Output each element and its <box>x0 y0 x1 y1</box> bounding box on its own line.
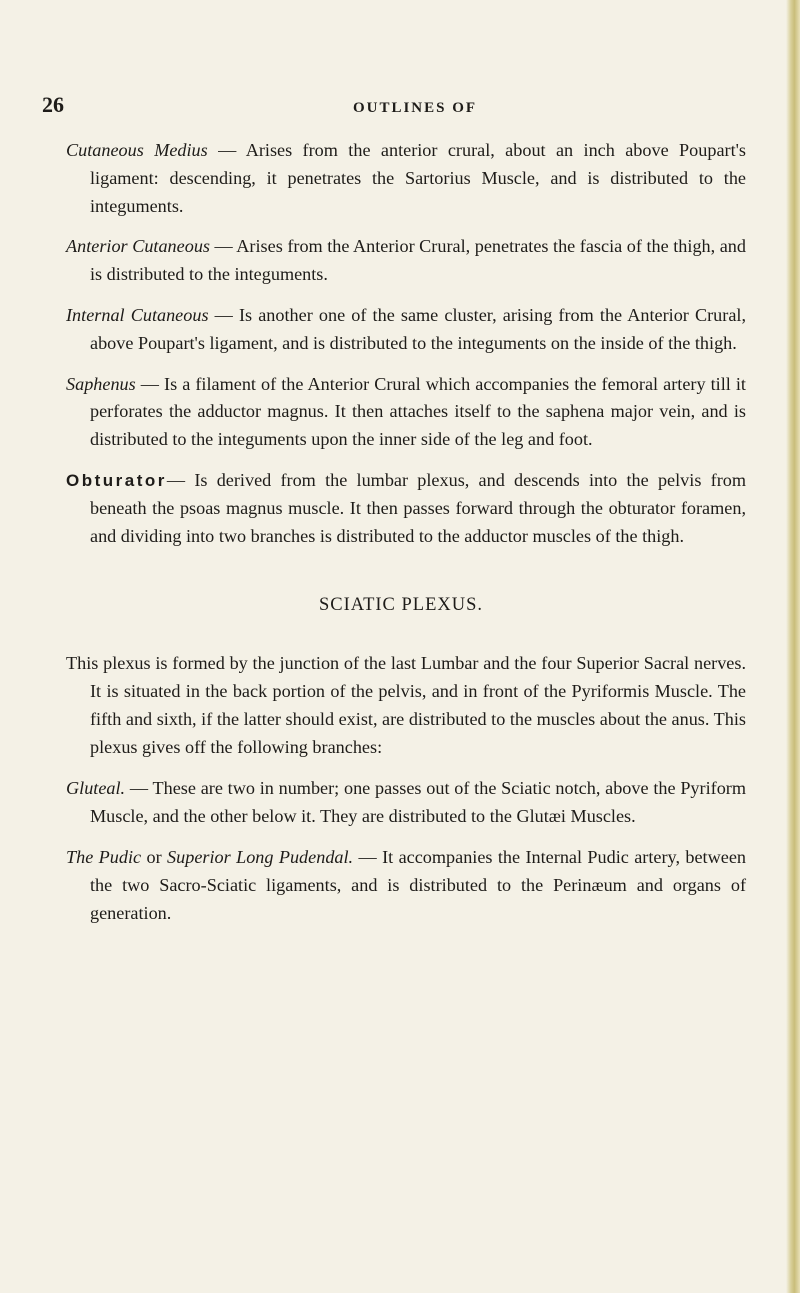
entry-text: — These are two in number; one passes out of the Sciatic notch, above the Pyriform Muscle, and the other below it. They are distributed to the Glutæi Muscles. <box>90 778 746 827</box>
entry-term-secondary: Superior Long Pudendal. <box>167 846 354 867</box>
entry-text: — Is derived from the lumbar plexus, and descends into the pelvis from beneath the psoas magnus muscle. It then passes forward through the obturator foramen, and dividing into two branches is distributed to the adductor muscles of the thigh. <box>90 469 746 546</box>
entry-internal-cutaneous <box>66 302 746 358</box>
page-binding-edge <box>786 0 800 1293</box>
entry-term: Obturator <box>66 470 167 490</box>
entry-text: — Arises from the anterior crural, about an inch above Poupart's ligament: descending, it penetrates the Sartorius Muscle, and is distributed to the integuments. <box>90 140 746 216</box>
entry-anterior-cutaneous <box>66 233 746 289</box>
entry-text: — Arises from the Anterior Crural, penetrates the fascia of the thigh, and is distributed to the integuments. <box>90 236 746 285</box>
entry-cutaneous-medius <box>66 137 746 220</box>
entry-term: Cutaneous Medius <box>66 140 208 160</box>
section-heading-sciatic-plexus: SCIATIC PLEXUS. <box>318 595 484 616</box>
entry-term: The Pudic <box>66 846 142 867</box>
section-intro-paragraph: This plexus is formed by the junction of the last Lumbar and the four Superior Sacral nerves. It is situated in the back portion of the pelvis, and in front of the Pyriformis Muscle. The fifth and sixth, if the latter should exist, are distributed to the muscles about the anus. This plexus gives off the following branches: <box>66 653 746 757</box>
entry-text: — It accompanies the Internal Pudic artery, between the two Sacro-Sciatic ligaments, and is distributed to the Perinæum and organs of generation. <box>90 846 746 923</box>
entry-term: Internal Cutaneous <box>66 304 209 325</box>
page-number: 26 <box>42 92 64 117</box>
entry-connector: or <box>141 846 168 867</box>
entry-text: — Is a filament of the Anterior Crural which accompanies the femoral artery till it perforates the adductor magnus. It then attaches itself to the saphena major vein, and is distributed to the integuments upon the inner side of the leg and foot. <box>90 373 746 450</box>
page-body <box>66 137 746 940</box>
entry-term: Gluteal. <box>66 778 126 799</box>
entry-term: Anterior Cutaneous <box>66 236 210 257</box>
running-head: OUTLINES OF <box>352 100 478 116</box>
entry-gluteal <box>66 775 746 831</box>
entry-obturator <box>66 467 746 550</box>
entry-text: — Is another one of the same cluster, arising from the Anterior Crural, above Poupart's ligament, and is distributed to the integuments on the inside of the thigh. <box>90 304 746 353</box>
entry-term: Saphenus <box>66 373 136 394</box>
entry-saphenus <box>66 371 746 454</box>
entry-pudic <box>66 844 746 927</box>
